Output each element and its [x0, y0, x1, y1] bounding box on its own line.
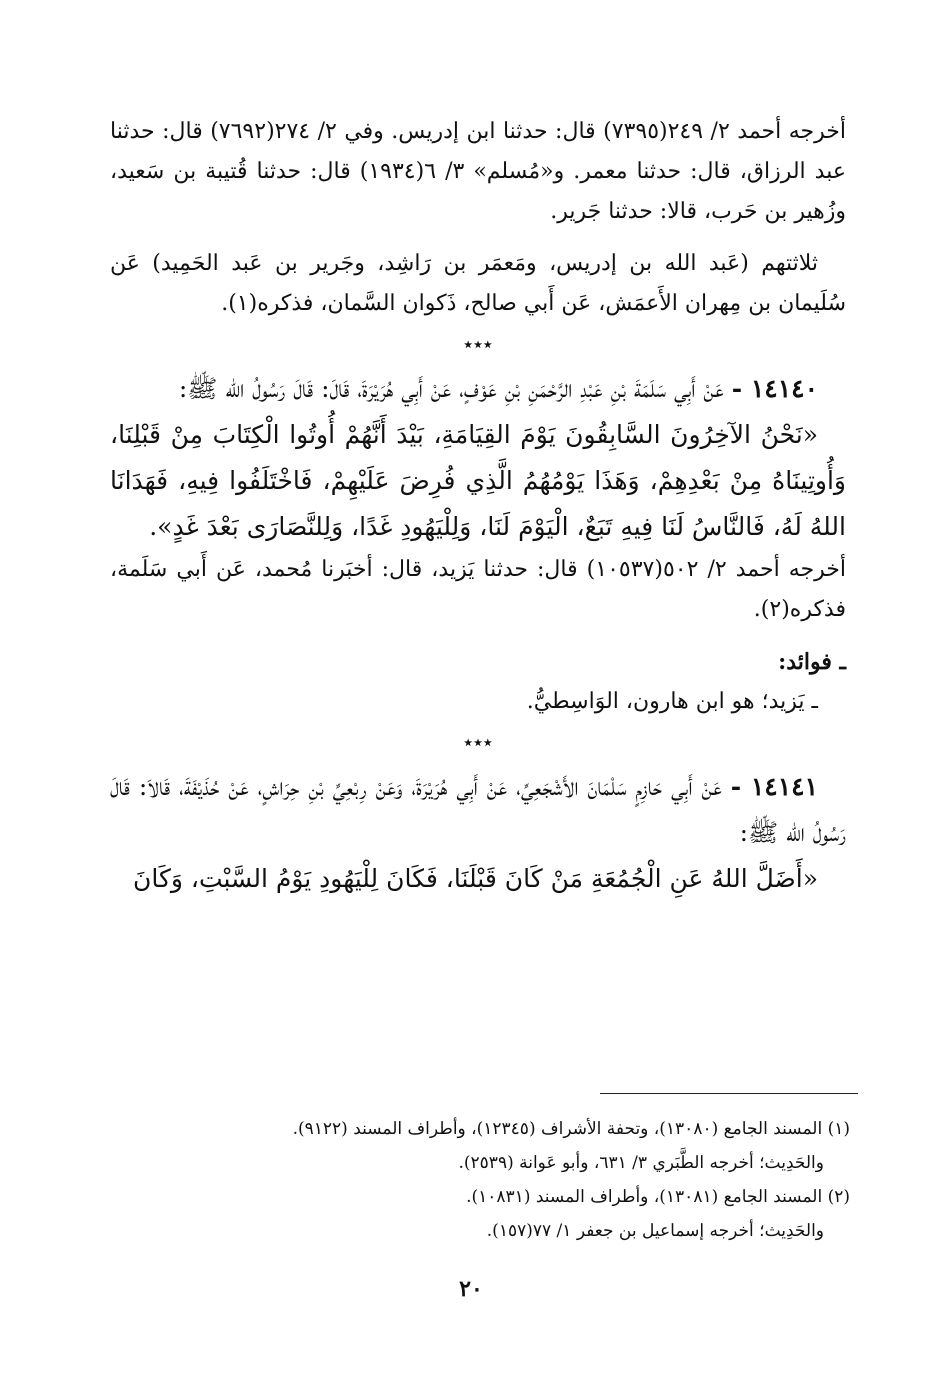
hadith-number: ١٤١٤١ -: [730, 772, 818, 801]
hadith-14140-matn: «نَحْنُ الآخِرُونَ السَّابِقُونَ يَوْمَ القِيَامَةِ، بَيْدَ أَنَّهُمْ أُوتُوا الْكِتَابَ مِنْ قَبْلِنَا، وَأُوتِينَاهُ مِنْ بَعْدِهِمْ، وَهَذَا يَوْمُهُمُ الَّذِي فُرِضَ عَلَيْهِمْ، فَاخْتَلَفُوا فِيهِ، فَهَدَانَا اللهُ لَهُ، فَالنَّاسُ لَنَا فِيهِ تَبَعٌ، الْيَوْمَ لَنَا، وَلِلْيَهُودِ غَدًا، وَلِلنَّصَارَى بَعْدَ غَدٍ».: [110, 420, 846, 541]
footnote-separator: [600, 1093, 858, 1094]
fawaid-heading: ـ فوائد:: [778, 649, 846, 675]
takhrij-paragraph: أخرجه أحمد ٢/ ٥٠٢(١٠٥٣٧) قال: حدثنا يَزيد، قال: أخبَرنا مُحمد، عَن أَبي سَلَمة، فذكره(٢).: [110, 557, 846, 622]
fawaid-item: ـ يَزيد؛ هو ابن هارون، الوَاسِطيُّ.: [526, 689, 818, 714]
section-divider: ٭٭٭: [463, 732, 493, 753]
hadith-14140-isnad: [110, 366, 846, 412]
hadith-14141-matn: «أَضَلَّ اللهُ عَنِ الْجُمُعَةِ مَنْ كَانَ قَبْلَنَا، فَكَانَ لِلْيَهُودِ يَوْمُ السَّبْتِ، وَكَانَ: [133, 864, 818, 893]
takhrij-paragraph: أخرجه أحمد ٢/ ٢٤٩(٧٣٩٥) قال: حدثنا ابن إدريس. وفي ٢/ ٢٧٤(٧٦٩٢) قال: حدثنا عبد الرزاق، قال: حدثنا معمر. و«مُسلم» ٣/ ٦(١٩٣٤) قال: حدثنا قُتيبة بن سَعيد، وزُهير بن حَرب، قالا: حدثنا جَرير.: [110, 119, 846, 224]
page-number: ٢٠: [459, 1276, 483, 1302]
footnotes: [150, 1112, 850, 1248]
footnote-2-continuation: والحَدِيث؛ أخرجه إسماعيل بن جعفر ١/ ٧٧(١٥٧).: [486, 1221, 824, 1241]
hadith-14141-isnad: [110, 764, 846, 856]
hadith-isnad-text: عَنْ أَبِي سَلَمَةَ بْنِ عَبْدِ الرَّحْمَنِ بْنِ عَوْفٍ، عَنْ أَبِي هُرَيْرَةَ، قَالَ: قَالَ رَسُولُ الله ﷺ:: [178, 374, 724, 403]
footnote-1-continuation: والحَدِيث؛ أخرجه الطَّبَري ٣/ ٦٣١، وأبو عَوانة (٢٥٣٩).: [458, 1153, 824, 1173]
isnad-summary-paragraph: ثلاثتهم (عَبد الله بن إدريس، ومَعمَر بن رَاشِد، وجَرير بن عَبد الحَمِيد) عَن سُلَيمان بن مِهران الأَعمَش، عَن أَبي صالح، ذَكوان السَّمان، فذكره(١).: [110, 251, 846, 316]
hadith-isnad-text: عَنْ أَبِي حَازِمٍ سَلْمَانَ الأَشْجَعِيِّ، عَنْ أَبِي هُرَيْرَةَ، وَعَنْ رِبْعِيِّ بْنِ حِرَاشٍ، عَنْ حُذَيْفَةَ، قَالاَ: قَالَ رَسُولُ الله ﷺ:: [110, 772, 846, 847]
footnote-1: (١) المسند الجامع (١٣٠٨٠)، وتحفة الأشراف (١٢٣٤٥)، وأطراف المسند (٩١٢٢).: [292, 1119, 850, 1139]
section-divider: ٭٭٭: [463, 334, 493, 355]
page-body: [110, 112, 846, 902]
hadith-number: ١٤١٤٠ -: [731, 374, 818, 403]
footnote-2: (٢) المسند الجامع (١٣٠٨١)، وأطراف المسند (١٠٨٣١).: [466, 1187, 850, 1207]
